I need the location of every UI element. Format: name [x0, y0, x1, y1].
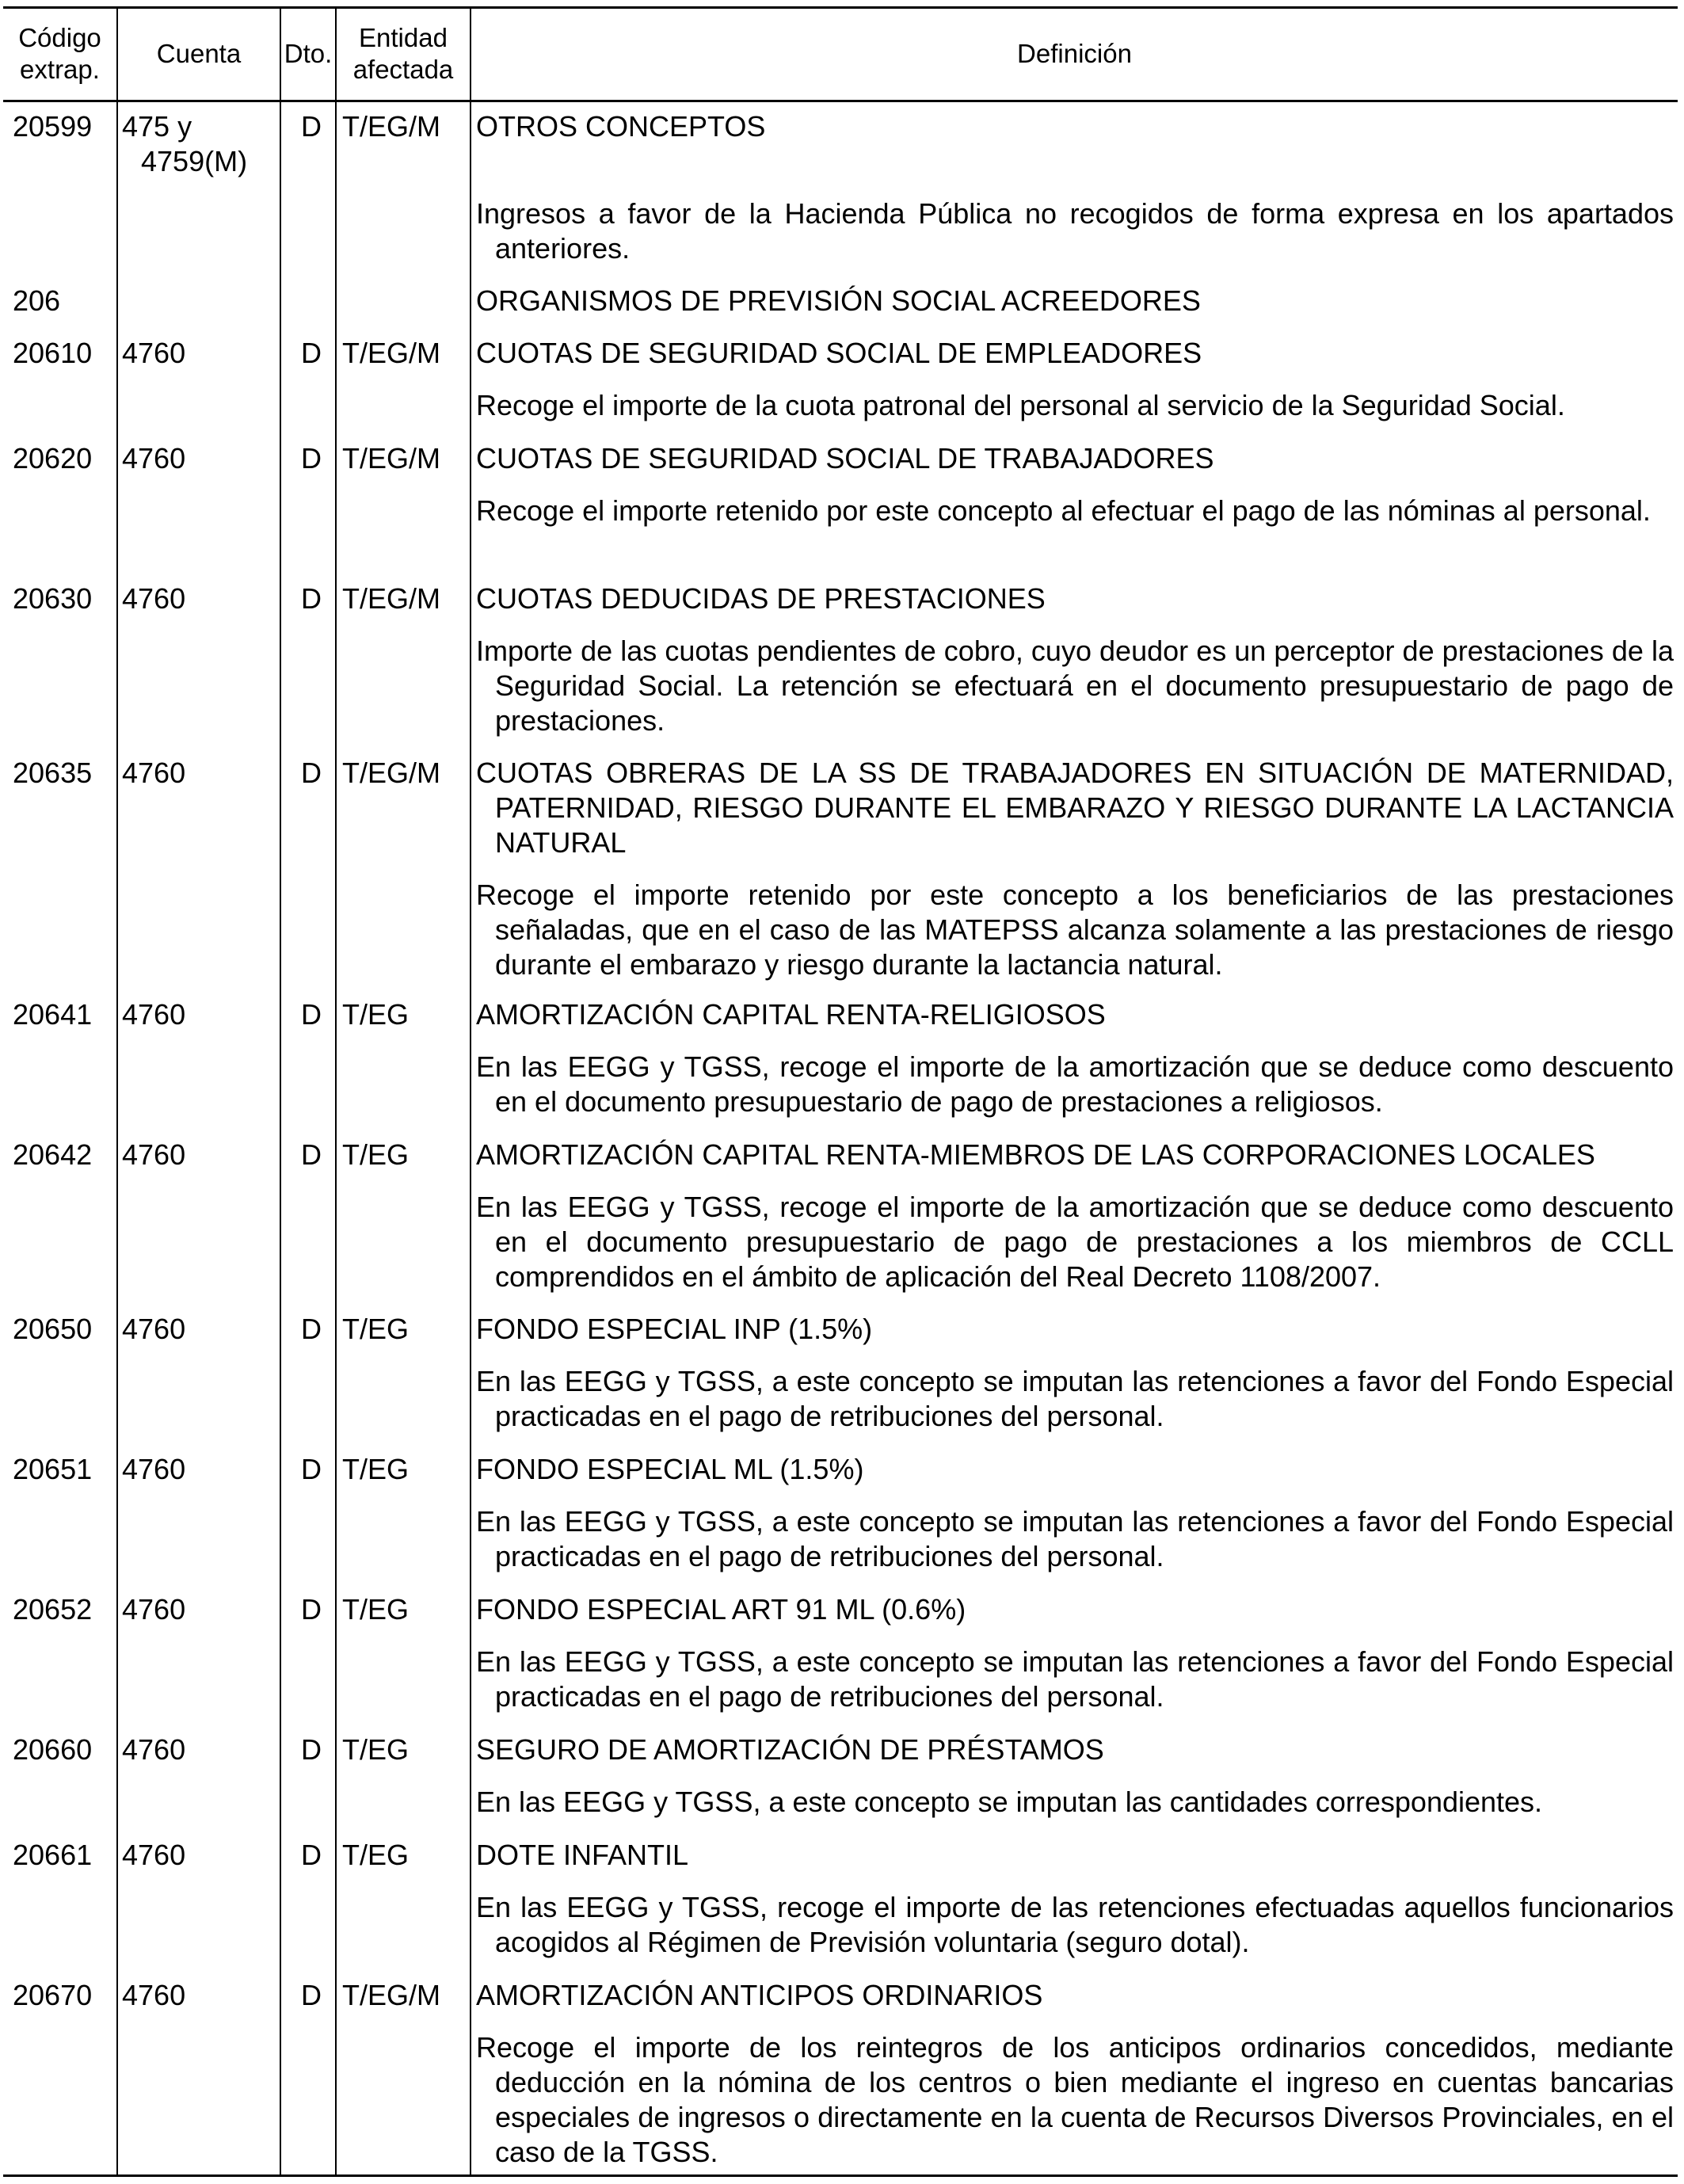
definicion-cell	[476, 1592, 1674, 1714]
concept-description: En las EEGG y TGSS, a este concepto se imputan las retenciones a favor del Fondo Especial practicadas en el pago de retribuciones del personal.	[476, 1365, 1674, 1432]
entidad-cell: T/EG	[342, 1138, 410, 1171]
codigo-cell: 20630	[13, 582, 93, 615]
definicion-cell	[476, 997, 1674, 1119]
codigo-cell: 20670	[13, 1979, 93, 2011]
concept-title: CUOTAS DE SEGURIDAD SOCIAL DE EMPLEADORES	[476, 337, 1202, 369]
table-row	[0, 1978, 1684, 2168]
header-dto-label: Dto.	[284, 39, 333, 68]
concept-description: Recoge el importe retenido por este concepto a los beneficiarios de las prestaciones señaladas, que en el caso de las MATEPSS alcanza solamente a las prestaciones de riesgo durante el embarazo y riesgo durante la lactancia natural.	[476, 879, 1674, 981]
header-entidad	[337, 8, 470, 100]
concept-title: AMORTIZACIÓN ANTICIPOS ORDINARIOS	[476, 1979, 1043, 2011]
cuenta-cell	[122, 109, 280, 179]
definicion-cell	[476, 336, 1674, 423]
definicion-cell	[476, 109, 1674, 266]
dto-cell: D	[301, 1453, 322, 1485]
cuenta-cell: 4760	[122, 998, 186, 1031]
definicion-cell	[476, 1978, 1674, 2170]
cuenta-cell: 4760	[122, 757, 186, 789]
concept-title: AMORTIZACIÓN CAPITAL RENTA-MIEMBROS DE LAS CORPORACIONES LOCALES	[476, 1138, 1595, 1171]
concept-description: Importe de las cuotas pendientes de cobro, cuyo deudor es un perceptor de prestaciones de la Seguridad Social. La retención se efectuará en el documento presupuestario de pago de prestaciones.	[476, 635, 1674, 737]
concept-description: Recoge el importe retenido por este concepto al efectuar el pago de las nóminas al personal.	[476, 494, 1651, 527]
concept-description: Recoge el importe de los reintegros de los anticipos ordinarios concedidos, mediante deducción en la nómina de los centros o bien mediante el ingreso en cuentas bancarias especiales de ingresos o directamente en la cuenta de Recursos Diversos Provinciales, en el caso de la TGSS.	[476, 2031, 1674, 2168]
entidad-cell: T/EG	[342, 1313, 410, 1345]
dto-cell: D	[301, 442, 322, 475]
codigo-cell: 20650	[13, 1313, 93, 1345]
entidad-cell: T/EG/M	[342, 582, 440, 615]
concept-title: AMORTIZACIÓN CAPITAL RENTA-RELIGIOSOS	[476, 998, 1106, 1031]
table-row	[0, 756, 1684, 997]
entidad-cell: T/EG/M	[342, 757, 440, 789]
header-definicion	[471, 8, 1678, 100]
concept-description: En las EEGG y TGSS, a este concepto se imputan las retenciones a favor del Fondo Especial practicadas en el pago de retribuciones del personal.	[476, 1645, 1674, 1713]
entidad-cell: T/EG	[342, 1733, 410, 1766]
cuenta-cell: 4760	[122, 1979, 186, 2011]
concept-title: FONDO ESPECIAL INP (1.5%)	[476, 1313, 873, 1345]
cuenta-cell: 4760	[122, 1839, 186, 1871]
dto-cell: D	[301, 1979, 322, 2011]
concept-description: Ingresos a favor de la Hacienda Pública no recogidos de forma expresa en los apartados anteriores.	[476, 197, 1674, 265]
table-row	[0, 1138, 1684, 1312]
codigo-cell: 20651	[13, 1453, 93, 1485]
concept-description: En las EEGG y TGSS, recoge el importe de la amortización que se deduce como descuento en el documento presupuestario de pago de prestaciones a los miembros de CCLL comprendidos en el ámbito de aplicación del Real Decreto 1108/2007.	[476, 1191, 1674, 1293]
cuenta-cell: 4760	[122, 1733, 186, 1766]
cuenta-cell: 4760	[122, 1313, 186, 1345]
header-codigo	[3, 8, 116, 100]
definicion-cell	[476, 1732, 1674, 1820]
header-dto	[281, 8, 335, 100]
dto-cell: D	[301, 1313, 322, 1345]
concept-title: OTROS CONCEPTOS	[476, 110, 766, 143]
header-definicion-label: Definición	[1017, 39, 1132, 68]
dto-cell: D	[301, 582, 322, 615]
dto-cell: D	[301, 757, 322, 789]
concept-title: FONDO ESPECIAL ART 91 ML (0.6%)	[476, 1593, 966, 1626]
definicion-cell	[476, 1838, 1674, 1960]
table-row	[0, 1312, 1684, 1452]
table-body	[0, 109, 1684, 2168]
table-row	[0, 997, 1684, 1138]
cuenta-line2: 4759(M)	[141, 145, 248, 177]
dto-cell: D	[301, 1138, 322, 1171]
definicion-cell	[476, 1452, 1674, 1574]
codigo-cell: 20620	[13, 442, 93, 475]
codigo-cell: 20642	[13, 1138, 93, 1171]
concept-description: En las EEGG y TGSS, recoge el importe de la amortización que se deduce como descuento en el documento presupuestario de pago de prestaciones a religiosos.	[476, 1050, 1674, 1118]
codigo-cell: 20660	[13, 1733, 93, 1766]
table-row	[0, 1592, 1684, 1732]
header-entidad-line2: afectada	[352, 55, 454, 84]
concept-description: En las EEGG y TGSS, a este concepto se imputan las cantidades correspondientes.	[476, 1786, 1543, 1818]
header-cuenta-label: Cuenta	[156, 39, 242, 68]
codigo-cell: 20661	[13, 1839, 93, 1871]
dto-cell: D	[301, 1733, 322, 1766]
table-row	[0, 1452, 1684, 1592]
concept-description: En las EEGG y TGSS, a este concepto se imputan las retenciones a favor del Fondo Especial practicadas en el pago de retribuciones del personal.	[476, 1505, 1674, 1572]
entidad-cell: T/EG	[342, 1839, 410, 1871]
dto-cell: D	[301, 337, 322, 369]
codigo-cell: 20610	[13, 337, 93, 369]
definicion-cell	[476, 581, 1674, 738]
concept-description: En las EEGG y TGSS, recoge el importe de las retenciones efectuadas aquellos funcionarios acogidos al Régimen de Previsión voluntaria (seguro dotal).	[476, 1891, 1674, 1958]
cuenta-cell: 4760	[122, 1138, 186, 1171]
entidad-cell: T/EG/M	[342, 110, 440, 143]
header-codigo-line2: extrap.	[20, 55, 100, 84]
definicion-cell	[476, 1312, 1674, 1434]
codigo-cell: 20652	[13, 1593, 93, 1626]
concept-title: CUOTAS DE SEGURIDAD SOCIAL DE TRABAJADORES	[476, 442, 1214, 475]
cuenta-cell: 4760	[122, 442, 186, 475]
table-row	[0, 581, 1684, 756]
cuenta-line1: 475 y	[122, 110, 192, 143]
concept-title: FONDO ESPECIAL ML (1.5%)	[476, 1453, 864, 1485]
dto-cell: D	[301, 998, 322, 1031]
table-row	[0, 1838, 1684, 1978]
concept-title: CUOTAS OBRERAS DE LA SS DE TRABAJADORES EN SITUACIÓN DE MATERNIDAD, PATERNIDAD, RIESGO DURANTE EL EMBARAZO Y RIESGO DURANTE LA LACTANCIA NATURAL	[476, 757, 1674, 859]
definicion-cell	[476, 284, 1674, 318]
table-row	[0, 109, 1684, 284]
header-codigo-line1: Código	[18, 23, 101, 52]
definicion-cell	[476, 441, 1674, 528]
table-row	[0, 441, 1684, 581]
codigo-cell: 20635	[13, 757, 93, 789]
table-bottom-rule	[3, 2174, 1678, 2177]
concept-title: ORGANISMOS DE PREVISIÓN SOCIAL ACREEDORES	[476, 284, 1201, 317]
concept-title: SEGURO DE AMORTIZACIÓN DE PRÉSTAMOS	[476, 1733, 1104, 1766]
dto-cell: D	[301, 1839, 322, 1871]
cuenta-cell: 4760	[122, 1593, 186, 1626]
codigo-cell: 20599	[13, 110, 93, 143]
concept-title: DOTE INFANTIL	[476, 1839, 689, 1871]
codigo-cell: 206	[13, 284, 61, 317]
concept-description: Recoge el importe de la cuota patronal del personal al servicio de la Seguridad Social.	[476, 389, 1565, 421]
entidad-cell: T/EG/M	[342, 1979, 440, 2011]
entidad-cell: T/EG	[342, 998, 410, 1031]
definicion-cell	[476, 756, 1674, 982]
table-row	[0, 336, 1684, 441]
concept-title: CUOTAS DEDUCIDAS DE PRESTACIONES	[476, 582, 1046, 615]
dto-cell: D	[301, 110, 322, 143]
cuenta-cell: 4760	[122, 1453, 186, 1485]
header-rule	[3, 100, 1678, 102]
table-row	[0, 284, 1684, 336]
header-cuenta	[118, 8, 280, 100]
cuenta-cell: 4760	[122, 337, 186, 369]
dto-cell: D	[301, 1593, 322, 1626]
table-row	[0, 1732, 1684, 1838]
cuenta-cell: 4760	[122, 582, 186, 615]
header-entidad-line1: Entidad	[359, 23, 448, 52]
entidad-cell: T/EG	[342, 1453, 410, 1485]
codigo-cell: 20641	[13, 998, 93, 1031]
entidad-cell: T/EG/M	[342, 337, 440, 369]
entidad-cell: T/EG	[342, 1593, 410, 1626]
definicion-cell	[476, 1138, 1674, 1294]
entidad-cell: T/EG/M	[342, 442, 440, 475]
